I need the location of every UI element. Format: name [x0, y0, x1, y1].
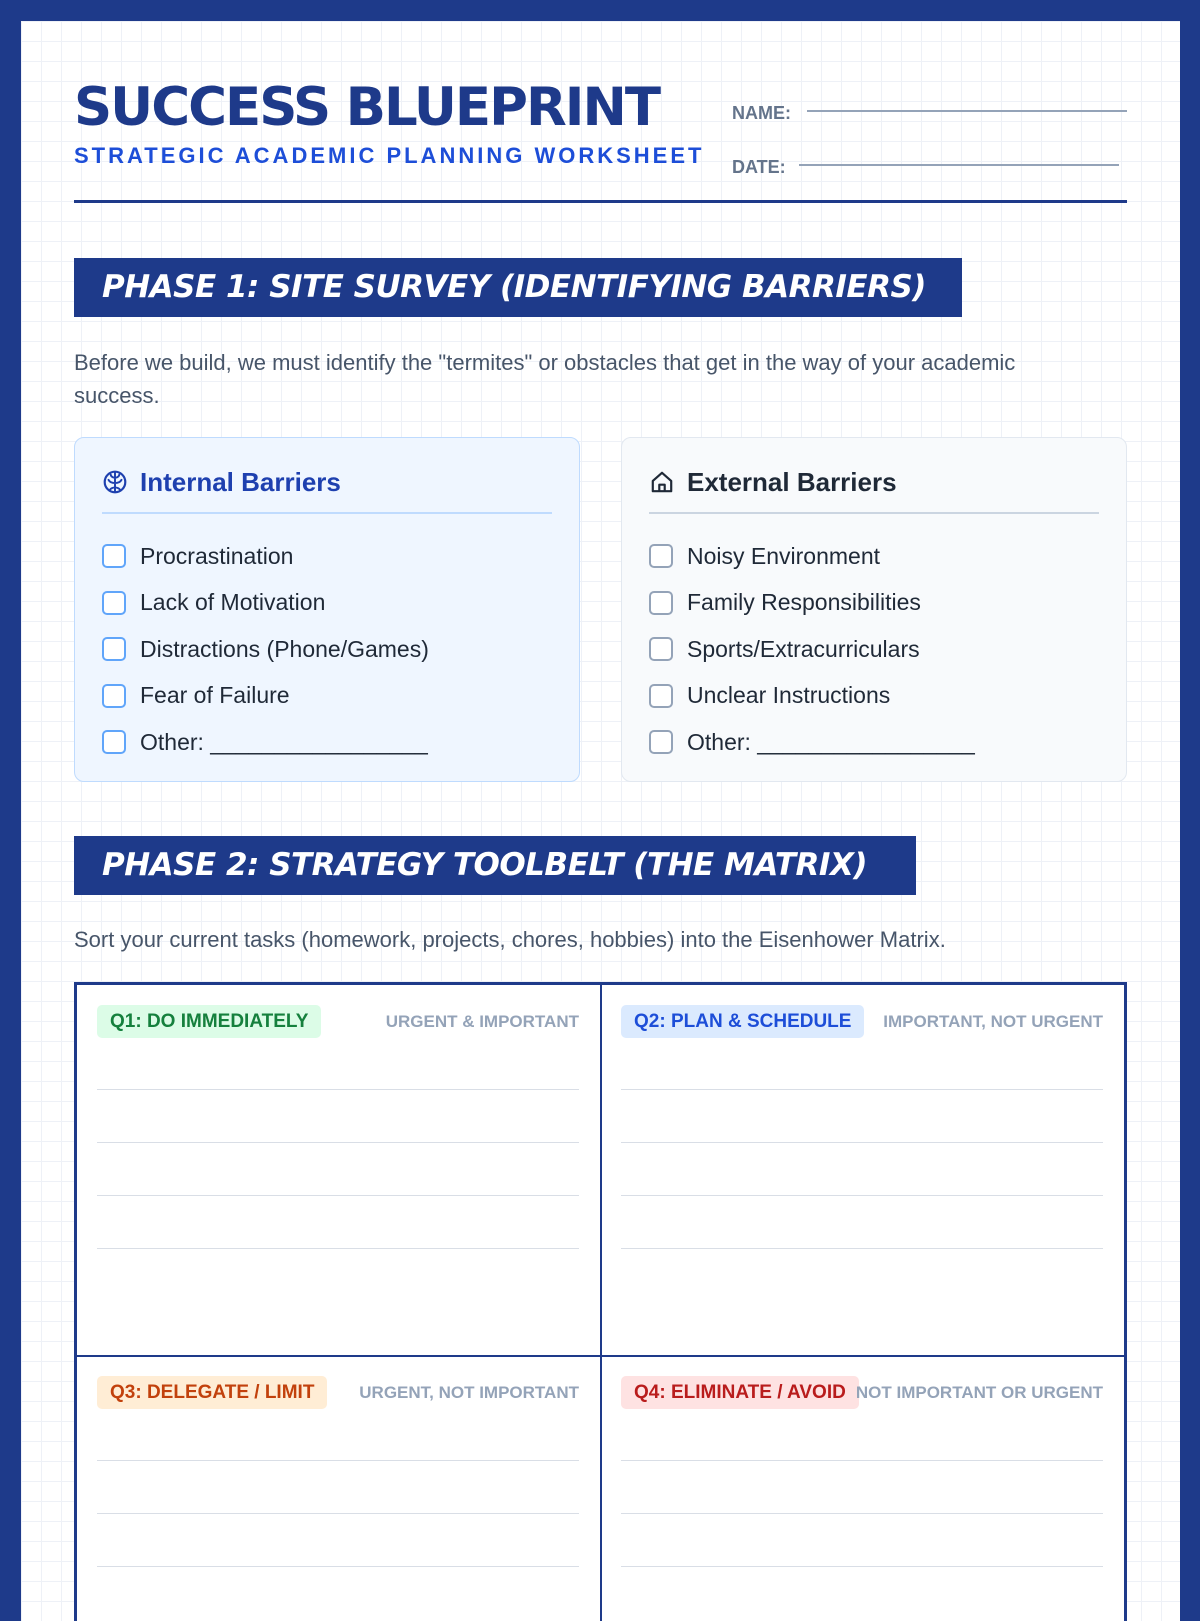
checklist-label: Distractions (Phone/Games) — [140, 635, 429, 662]
checklist-item[interactable] — [102, 719, 552, 766]
checklist-label: Fear of Failure — [140, 682, 290, 709]
checkbox[interactable] — [649, 637, 673, 661]
date-label: DATE: — [732, 157, 786, 177]
phase2-intro: Sort your current tasks (homework, projects, chores, hobbies) into the Eisenhower Matrix. — [74, 927, 946, 952]
writing-line[interactable] — [97, 1142, 579, 1143]
writing-line[interactable] — [621, 1142, 1103, 1143]
date-field[interactable] — [799, 164, 1119, 166]
checkbox[interactable] — [649, 684, 673, 708]
name-label: NAME: — [732, 103, 791, 123]
checkbox[interactable] — [649, 544, 673, 568]
eisenhower-matrix — [74, 982, 1127, 1621]
writing-line[interactable] — [621, 1248, 1103, 1249]
writing-line[interactable] — [97, 1460, 579, 1461]
internal-barriers-card — [74, 437, 580, 782]
quadrant-tag: Q2: PLAN & SCHEDULE — [621, 1005, 864, 1038]
quadrant-description: URGENT & IMPORTANT — [385, 1012, 579, 1031]
writing-line[interactable] — [621, 1089, 1103, 1090]
quadrant-tag: Q4: ELIMINATE / AVOID — [621, 1376, 859, 1409]
phase2-banner: PHASE 2: STRATEGY TOOLBELT (THE MATRIX) — [74, 836, 916, 895]
checkbox[interactable] — [102, 684, 126, 708]
internal-barriers-header — [102, 438, 552, 514]
matrix-horizontal-divider — [77, 1355, 1124, 1357]
checkbox[interactable] — [102, 591, 126, 615]
writing-line[interactable] — [97, 1248, 579, 1249]
writing-line[interactable] — [621, 1195, 1103, 1196]
checklist-label: Other: _________________ — [687, 728, 975, 755]
checklist-label: Lack of Motivation — [140, 589, 326, 616]
home-icon — [649, 469, 675, 495]
checklist-item[interactable] — [102, 580, 552, 627]
external-barriers-title: External Barriers — [687, 466, 897, 497]
checklist-label: Family Responsibilities — [687, 589, 921, 616]
checklist-item[interactable] — [649, 580, 1099, 627]
checkbox[interactable] — [102, 730, 126, 754]
checklist-label: Noisy Environment — [687, 542, 881, 569]
quadrant-description: URGENT, NOT IMPORTANT — [359, 1383, 579, 1402]
matrix-vertical-divider — [600, 985, 602, 1621]
checklist-item[interactable] — [102, 626, 552, 673]
checklist-item[interactable] — [649, 673, 1099, 720]
page-subtitle: STRATEGIC ACADEMIC PLANNING WORKSHEET — [74, 143, 705, 168]
checklist-item[interactable] — [649, 626, 1099, 673]
external-barriers-card — [621, 437, 1127, 782]
checklist-label: Unclear Instructions — [687, 682, 891, 709]
quadrant-description: NOT IMPORTANT OR URGENT — [855, 1383, 1103, 1402]
internal-barriers-title: Internal Barriers — [140, 466, 341, 497]
writing-line[interactable] — [621, 1566, 1103, 1567]
quadrant-tag: Q1: DO IMMEDIATELY — [97, 1005, 321, 1038]
checklist-item[interactable] — [102, 673, 552, 720]
writing-line[interactable] — [97, 1513, 579, 1514]
checklist-label: Other: _________________ — [140, 728, 428, 755]
checklist-label: Procrastination — [140, 542, 294, 569]
phase1-banner: PHASE 1: SITE SURVEY (IDENTIFYING BARRIERS) — [74, 258, 962, 317]
external-barriers-header — [649, 438, 1099, 514]
internal-barriers-list — [102, 533, 552, 766]
external-barriers-list — [649, 533, 1099, 766]
writing-line[interactable] — [97, 1089, 579, 1090]
checklist-label: Sports/Extracurriculars — [687, 635, 920, 662]
checkbox[interactable] — [102, 544, 126, 568]
name-field[interactable] — [807, 110, 1127, 112]
phase1-intro: Before we build, we must identify the "termites" or obstacles that get in the way of your academic success. — [74, 350, 1016, 408]
quadrant-tag: Q3: DELEGATE / LIMIT — [97, 1376, 327, 1409]
brain-icon — [102, 469, 128, 495]
writing-line[interactable] — [97, 1566, 579, 1567]
writing-line[interactable] — [621, 1460, 1103, 1461]
checklist-item[interactable] — [649, 533, 1099, 580]
header-divider — [74, 200, 1127, 203]
checkbox[interactable] — [649, 730, 673, 754]
worksheet-page — [21, 21, 1180, 1621]
page-title: SUCCESS BLUEPRINT — [74, 77, 660, 138]
quadrant-description: IMPORTANT, NOT URGENT — [883, 1012, 1103, 1031]
checkbox[interactable] — [102, 637, 126, 661]
writing-line[interactable] — [621, 1513, 1103, 1514]
checklist-item[interactable] — [649, 719, 1099, 766]
checkbox[interactable] — [649, 591, 673, 615]
writing-line[interactable] — [97, 1195, 579, 1196]
checklist-item[interactable] — [102, 533, 552, 580]
